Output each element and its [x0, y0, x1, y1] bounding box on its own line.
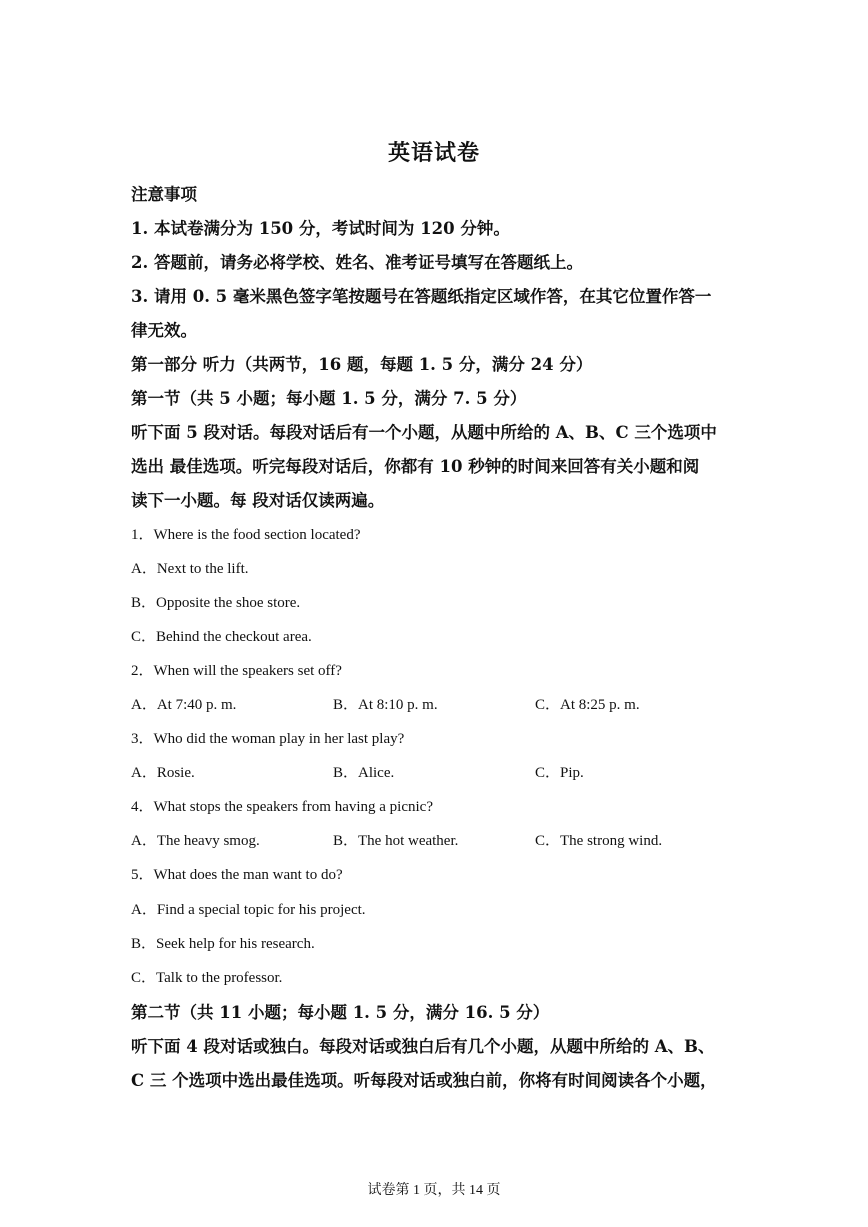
notice-item-3-cont: 律无效。 [131, 321, 197, 340]
question-1-option-b: B．Opposite the shoe store. [131, 595, 301, 611]
question-4-stem: 4．What stops the speakers from having a picnic? [131, 799, 433, 815]
question-4-option-c: C．The strong wind. [535, 833, 663, 849]
question-3-option-b: B．Alice. [333, 765, 395, 781]
question-5-stem: 5．What does the man want to do? [131, 867, 343, 883]
question-2-option-b: B．At 8:10 p. m. [333, 697, 438, 713]
question-1-option-a: A．Next to the lift. [131, 561, 249, 577]
question-2-options [131, 693, 771, 713]
question-4-option-b: B．The hot weather. [333, 833, 459, 849]
question-4-option-a: A．The heavy smog. [131, 833, 260, 849]
question-1-option-c: C．Behind the checkout area. [131, 629, 312, 645]
section2-instruction-line: C 三 个选项中选出最佳选项。听每段对话或独白前，你将有时间阅读各个小题， [131, 1071, 717, 1090]
question-2-stem: 2．When will the speakers set off? [131, 663, 342, 679]
section1-instruction-line: 选出 最佳选项。听完每段对话后，你都有 10 秒钟的时间来回答有关小题和阅 [131, 457, 700, 476]
question-5-option-a: A．Find a special topic for his project. [131, 902, 366, 918]
page-title: 英语试卷 [387, 140, 480, 166]
question-5-option-c: C．Talk to the professor. [131, 970, 283, 986]
question-2-option-a: A．At 7:40 p. m. [131, 697, 237, 713]
section1-instruction-line: 听下面 5 段对话。每段对话后有一个小题，从题中所给的 A、B、C 三个选项中 [131, 423, 717, 442]
question-2-option-c: C．At 8:25 p. m. [535, 697, 640, 713]
notice-heading: 注意事项 [131, 185, 197, 204]
question-3-stem: 3．Who did the woman play in her last play? [131, 731, 405, 747]
notice-item-3: 3. 请用 0. 5 毫米黑色签字笔按题号在答题纸指定区域作答，在其它位置作答一 [131, 287, 712, 306]
notice-item-1: 1. 本试卷满分为 150 分，考试时间为 120 分钟。 [131, 219, 510, 238]
question-1-stem: 1．Where is the food section located? [131, 527, 361, 543]
question-4-options [131, 829, 771, 849]
question-3-options [131, 761, 771, 781]
section1-instruction-line: 读下一小题。每 段对话仅读两遍。 [131, 491, 385, 510]
part1-heading: 第一部分 听力（共两节，16 题，每题 1. 5 分，满分 24 分） [131, 355, 593, 374]
section2-instruction-line: 听下面 4 段对话或独白。每段对话或独白后有几个小题，从题中所给的 A、B、 [131, 1037, 715, 1056]
question-3-option-c: C．Pip. [535, 765, 584, 781]
section2-heading: 第二节（共 11 小题；每小题 1. 5 分，满分 16. 5 分） [131, 1003, 550, 1022]
question-3-option-a: A．Rosie. [131, 765, 195, 781]
section1-heading: 第一节（共 5 小题；每小题 1. 5 分，满分 7. 5 分） [131, 389, 527, 408]
question-5-option-b: B．Seek help for his research. [131, 936, 315, 952]
notice-item-2: 2. 答题前，请务必将学校、姓名、准考证号填写在答题纸上。 [131, 253, 583, 272]
page-footer: 试卷第 1 页，共 14 页 [367, 1183, 501, 1198]
